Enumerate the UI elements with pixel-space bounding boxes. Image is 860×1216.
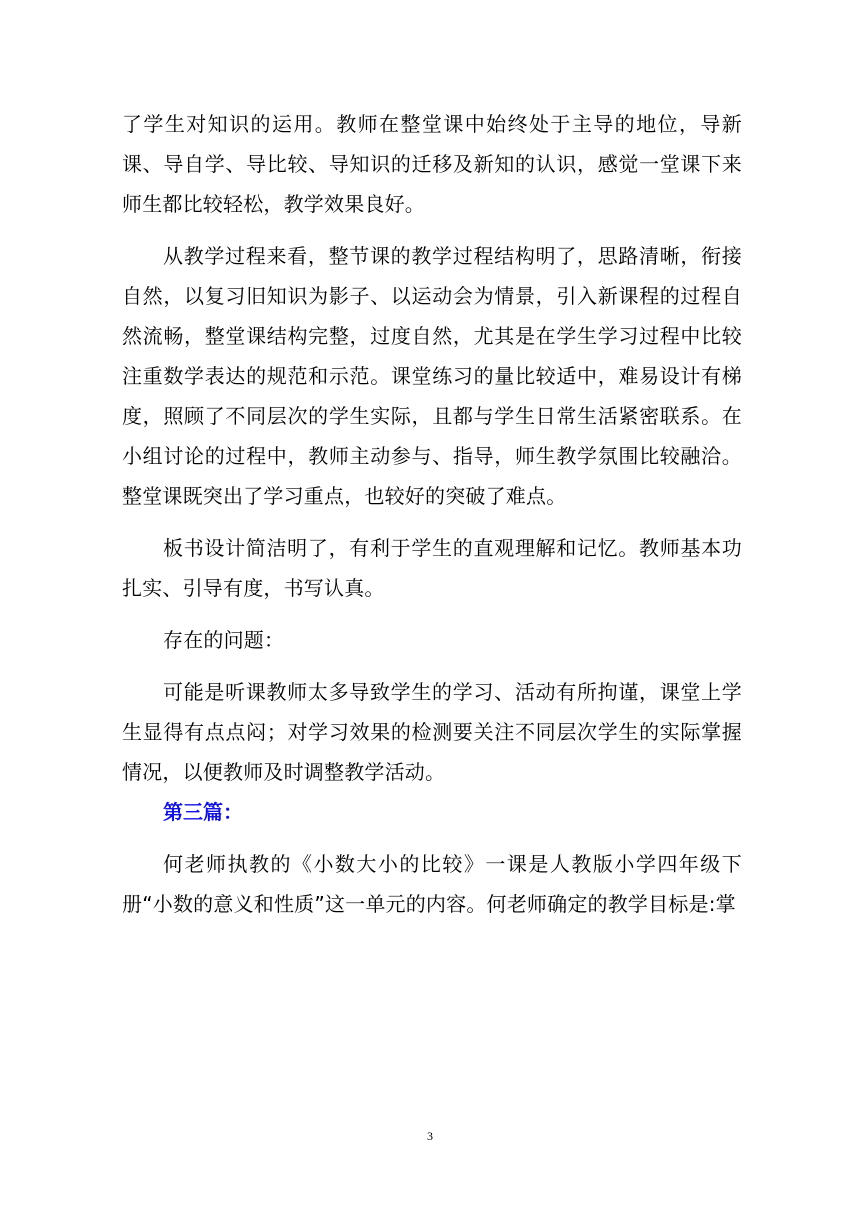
paragraph-teaching-process: 从教学过程来看，整节课的教学过程结构明了，思路清晰，衔接自然，以复习旧知识为影子、以运动会为情景，引入新课程的过程自然流畅，整堂课结构完整，过度自然，尤其是在学生学习过程中比较注重数学表达的规范和示范。课堂练习的量比较适中，难易设计有梯度，照顾了不同层次的学生实际，且都与学生日常生活紧密联系。在小组讨论的过程中，教师主动参与、指导，师生教学氛围比较融洽。整堂课既突出了学习重点，也较好的突破了难点。	[122, 244, 742, 508]
section-heading: 第三篇：	[163, 800, 243, 824]
paragraph-continuation: 了学生对知识的运用。教师在整堂课中始终处于主导的地位，导新课、导自学、导比较、导知识的迁移及新知的认识，感觉一堂课下来师生都比较轻松，教学效果良好。	[122, 112, 742, 216]
paragraph-problems-detail: 可能是听课教师太多导致学生的学习、活动有所拘谨，课堂上学生显得有点点闷；对学习效果的检测要关注不同层次学生的实际掌握情况，以便教师及时调整教学活动。	[122, 680, 742, 784]
paragraph-blackboard-design: 板书设计简洁明了，有利于学生的直观理解和记忆。教师基本功扎实、引导有度，书写认真。	[122, 536, 742, 600]
paragraph-problems-label: 存在的问题：	[163, 628, 285, 652]
page-body	[122, 104, 742, 924]
paragraph-section-three-intro: 何老师执教的《小数大小的比较》一课是人教版小学四年级下册“小数的意义和性质”这一单元的内容。何老师确定的教学目标是:掌	[122, 852, 742, 916]
page-number: 3	[427, 1129, 433, 1143]
